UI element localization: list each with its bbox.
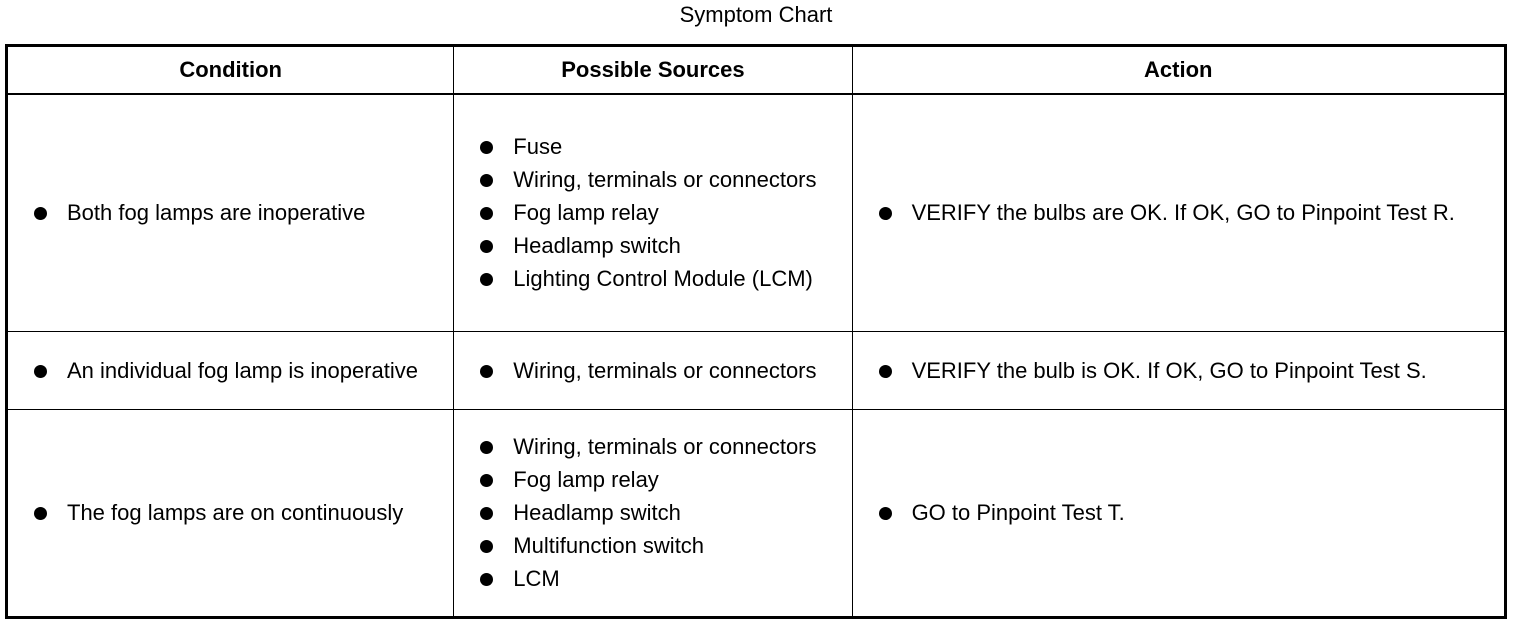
condition-text: An individual fog lamp is inoperative xyxy=(67,357,418,383)
list-item xyxy=(480,498,841,528)
list-item xyxy=(480,165,841,195)
bullet-icon xyxy=(480,365,493,378)
list-item xyxy=(480,264,841,294)
bullet-icon xyxy=(34,365,47,378)
source-text: Lighting Control Module (LCM) xyxy=(513,266,813,291)
action-cell xyxy=(852,410,1505,618)
list-item xyxy=(480,432,841,462)
bullet-icon xyxy=(879,365,892,378)
condition-cell xyxy=(7,410,454,618)
list-item xyxy=(480,198,841,228)
sources-cell xyxy=(454,332,852,410)
source-text: Wiring, terminals or connectors xyxy=(513,357,817,383)
bullet-icon xyxy=(480,273,493,286)
list-item xyxy=(480,465,841,495)
chart-title: Symptom Chart xyxy=(679,2,833,27)
source-text: Wiring, terminals or connectors xyxy=(513,434,817,459)
list-item xyxy=(34,356,443,386)
bullet-icon xyxy=(480,240,493,253)
bullet-icon xyxy=(879,507,892,520)
header-row xyxy=(7,46,1506,95)
condition-cell xyxy=(7,332,454,410)
list-item xyxy=(480,231,841,261)
action-header: Action xyxy=(852,46,1505,95)
action-cell xyxy=(852,94,1505,332)
sources-cell xyxy=(454,94,852,332)
bullet-icon xyxy=(480,573,493,586)
list-item xyxy=(480,132,841,162)
table-row xyxy=(7,410,1506,618)
table-row xyxy=(7,332,1506,410)
bullet-icon xyxy=(480,441,493,454)
condition-text: The fog lamps are on continuously xyxy=(67,500,404,525)
bullet-icon xyxy=(34,507,47,520)
list-item xyxy=(480,564,841,594)
source-text: Wiring, terminals or connectors xyxy=(513,167,817,192)
list-item xyxy=(879,498,1484,528)
source-text: LCM xyxy=(513,566,560,591)
bullet-icon xyxy=(34,207,47,220)
possible-sources-header: Possible Sources xyxy=(454,46,852,95)
symptom-table xyxy=(5,44,1507,619)
bullet-icon xyxy=(480,507,493,520)
source-text: Fuse xyxy=(513,134,563,159)
condition-text: Both fog lamps are inoperative xyxy=(67,200,366,225)
bullet-icon xyxy=(480,141,493,154)
bullet-icon xyxy=(480,207,493,220)
condition-cell xyxy=(7,94,454,332)
action-text: GO to Pinpoint Test T. xyxy=(911,500,1125,525)
action-cell xyxy=(852,332,1505,410)
list-item xyxy=(480,356,841,386)
condition-header: Condition xyxy=(7,46,454,95)
sources-cell xyxy=(454,410,852,618)
source-text: Headlamp switch xyxy=(513,500,681,525)
source-text: Fog lamp relay xyxy=(513,467,659,492)
list-item xyxy=(879,356,1484,386)
bullet-icon xyxy=(480,474,493,487)
source-text: Headlamp switch xyxy=(513,233,681,258)
action-text: VERIFY the bulbs are OK. If OK, GO to Pinpoint Test R. xyxy=(911,200,1455,225)
bullet-icon xyxy=(480,540,493,553)
list-item xyxy=(879,198,1484,228)
action-text: VERIFY the bulb is OK. If OK, GO to Pinpoint Test S. xyxy=(911,357,1427,383)
bullet-icon xyxy=(480,174,493,187)
list-item xyxy=(34,498,443,528)
source-text: Multifunction switch xyxy=(513,533,705,558)
list-item xyxy=(34,198,443,228)
source-text: Fog lamp relay xyxy=(513,200,659,225)
bullet-icon xyxy=(879,207,892,220)
table-row xyxy=(7,94,1506,332)
list-item xyxy=(480,531,841,561)
